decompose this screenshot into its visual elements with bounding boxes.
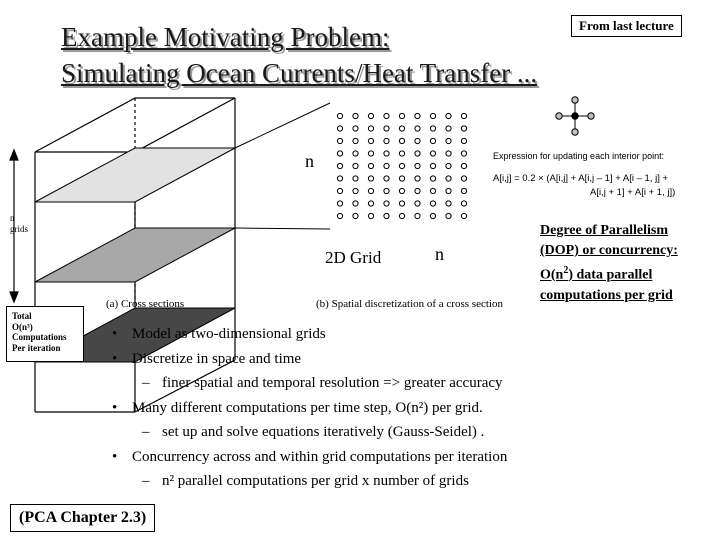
grid-point bbox=[461, 163, 466, 168]
grid-point bbox=[446, 176, 451, 181]
grid-point bbox=[415, 138, 420, 143]
bullet-text: n² parallel computations per grid x number of grids bbox=[162, 473, 469, 489]
bullet-text: set up and solve equations iteratively (Gauss-Seidel) . bbox=[162, 424, 485, 440]
grid-point bbox=[368, 176, 373, 181]
n-grids-label: n grids bbox=[10, 213, 28, 234]
cross-section-middle bbox=[35, 228, 235, 282]
bullet-marker: – bbox=[142, 424, 150, 440]
bullet-marker: • bbox=[112, 350, 118, 367]
grid-point bbox=[368, 188, 373, 193]
grid-point bbox=[353, 188, 358, 193]
from-last-lecture-tag: From last lecture bbox=[571, 15, 682, 37]
grid-point bbox=[430, 188, 435, 193]
dop-line-4: computations per grid bbox=[540, 287, 673, 303]
grid-point bbox=[415, 113, 420, 118]
grid-point bbox=[337, 163, 342, 168]
grid-point bbox=[337, 113, 342, 118]
grid-point bbox=[461, 138, 466, 143]
grid-point bbox=[461, 188, 466, 193]
bullet-marker: • bbox=[112, 326, 118, 342]
grid-point bbox=[353, 176, 358, 181]
grid-point bbox=[337, 176, 342, 181]
grid-point bbox=[353, 201, 358, 206]
grid-point bbox=[337, 126, 342, 131]
bullet-text: Concurrency across and within grid computations per iteration bbox=[132, 448, 508, 465]
projection-lines bbox=[235, 103, 330, 229]
caption-b: (b) Spatial discretization of a cross section bbox=[316, 298, 503, 310]
grid-point bbox=[353, 126, 358, 131]
grid-point bbox=[399, 163, 404, 168]
grid-point bbox=[430, 163, 435, 168]
grid-label: 2D Grid bbox=[325, 248, 382, 267]
grid-point bbox=[430, 113, 435, 118]
sub-bullet-item bbox=[112, 469, 507, 494]
grid-point bbox=[430, 151, 435, 156]
grid-point bbox=[430, 126, 435, 131]
title-line-2: Simulating Ocean Currents/Heat Transfer ... bbox=[61, 58, 538, 88]
expression-line-2: A[i,j + 1] + A[i + 1, j]) bbox=[590, 187, 676, 198]
n-label-left: n bbox=[305, 151, 314, 171]
grid-point bbox=[399, 213, 404, 218]
grid-point bbox=[415, 213, 420, 218]
grid-point bbox=[446, 188, 451, 193]
grid-point bbox=[415, 151, 420, 156]
bullet-text: finer spatial and temporal resolution => greater accuracy bbox=[162, 375, 503, 391]
grid-point bbox=[399, 201, 404, 206]
grid-point bbox=[461, 176, 466, 181]
sub-bullet-item bbox=[112, 420, 507, 445]
grid-point bbox=[461, 151, 466, 156]
total-computations-label: Total O(n³) Computations Per iteration bbox=[12, 311, 67, 353]
grid-point bbox=[384, 188, 389, 193]
grid-point bbox=[446, 126, 451, 131]
grid-point bbox=[353, 213, 358, 218]
grid-point bbox=[461, 113, 466, 118]
grid-point bbox=[368, 138, 373, 143]
grid-point bbox=[353, 151, 358, 156]
grid-point bbox=[384, 113, 389, 118]
grid-point bbox=[430, 138, 435, 143]
sub-bullet-item bbox=[112, 371, 507, 396]
grid-point bbox=[399, 188, 404, 193]
grid-point bbox=[446, 113, 451, 118]
grid-point bbox=[430, 213, 435, 218]
grid-point bbox=[446, 138, 451, 143]
grid-point bbox=[353, 113, 358, 118]
grid-point bbox=[384, 138, 389, 143]
grid-point bbox=[415, 176, 420, 181]
expression-title: Expression for updating each interior point: bbox=[493, 151, 665, 161]
grid-point bbox=[337, 201, 342, 206]
caption-a: (a) Cross sections bbox=[106, 298, 185, 310]
grid-point bbox=[461, 213, 466, 218]
grid-point bbox=[337, 151, 342, 156]
dop-line-2: (DOP) or concurrency: bbox=[540, 243, 678, 258]
total-computations-box bbox=[6, 306, 84, 362]
grid-point bbox=[368, 113, 373, 118]
reference-box: (PCA Chapter 2.3) bbox=[10, 504, 155, 532]
grid-point bbox=[461, 201, 466, 206]
bullet-text: Discretize in space and time bbox=[132, 350, 302, 367]
grid-point bbox=[461, 126, 466, 131]
bullet-list bbox=[112, 322, 507, 494]
bullet-item bbox=[112, 445, 507, 470]
grid-point bbox=[399, 176, 404, 181]
grid-point bbox=[430, 201, 435, 206]
bullet-marker: – bbox=[142, 473, 150, 489]
grid-point bbox=[368, 213, 373, 218]
expression-line-1: A[i,j] = 0.2 × (A[i,j] + A[i,j – 1] + A[i – 1, j] + bbox=[493, 173, 669, 184]
dop-note bbox=[540, 221, 678, 306]
grid-point bbox=[368, 151, 373, 156]
grid-point bbox=[337, 188, 342, 193]
dop-line-3: $O(n^2)$ data parallel bbox=[540, 265, 653, 283]
cross-section-top bbox=[35, 148, 235, 202]
grid-point bbox=[368, 201, 373, 206]
grid-point bbox=[368, 126, 373, 131]
bullet-text: Many different computations per time step, O(n²) per grid. bbox=[132, 399, 483, 416]
bullet-marker: • bbox=[112, 448, 118, 465]
grid-point bbox=[399, 151, 404, 156]
grid-point bbox=[446, 163, 451, 168]
grid-point bbox=[384, 126, 389, 131]
bullet-item bbox=[112, 396, 507, 421]
bullet-item bbox=[112, 322, 507, 347]
bullet-marker: • bbox=[112, 399, 118, 416]
grid-point bbox=[337, 138, 342, 143]
grid-point bbox=[430, 176, 435, 181]
grid-point bbox=[384, 201, 389, 206]
grid-point bbox=[446, 213, 451, 218]
grid-point bbox=[399, 126, 404, 131]
grid-point bbox=[353, 163, 358, 168]
grid-point bbox=[415, 126, 420, 131]
grid-point bbox=[415, 163, 420, 168]
grid-point bbox=[384, 163, 389, 168]
grid-point bbox=[446, 151, 451, 156]
grid-point bbox=[384, 176, 389, 181]
bullet-marker: – bbox=[142, 375, 150, 391]
n-label-bottom: n bbox=[435, 244, 444, 264]
stencil-icon bbox=[556, 97, 594, 135]
grid-point bbox=[337, 213, 342, 218]
grid-point bbox=[384, 213, 389, 218]
grid-point bbox=[415, 188, 420, 193]
grid-point bbox=[446, 201, 451, 206]
bullet-text: Model as two-dimensional grids bbox=[132, 326, 326, 342]
grid-point bbox=[384, 151, 389, 156]
grid-point bbox=[353, 138, 358, 143]
grid-point bbox=[415, 201, 420, 206]
dop-line-1: Degree of Parallelism bbox=[540, 223, 669, 238]
grid-point bbox=[399, 138, 404, 143]
grid-point bbox=[399, 113, 404, 118]
grid-points bbox=[337, 113, 466, 218]
title-line-1: Example Motivating Problem: bbox=[61, 22, 390, 52]
bullet-item bbox=[112, 347, 507, 372]
grid-point bbox=[368, 163, 373, 168]
